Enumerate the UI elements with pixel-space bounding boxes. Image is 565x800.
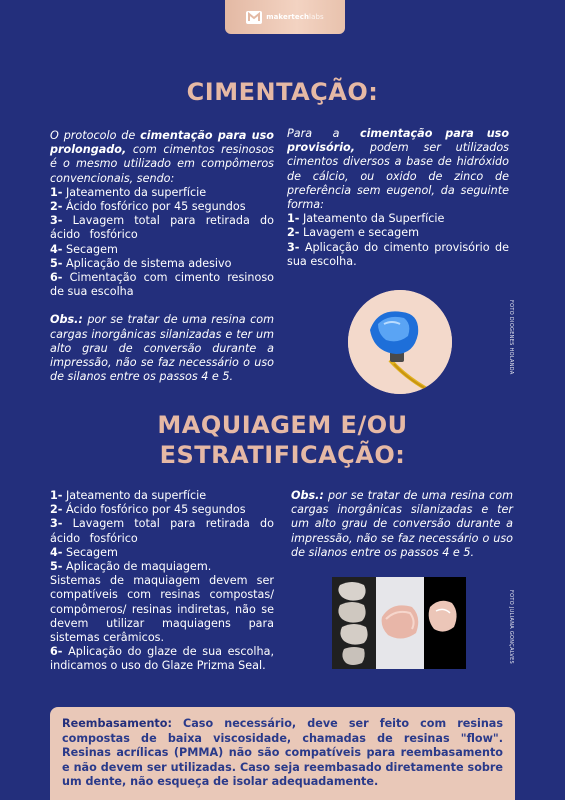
stratified-crowns-photo [332,577,466,669]
section-title-cimentacao: CIMENTAÇÃO: [186,78,379,106]
list-item: 2- Ácido fosfórico por 45 segundos [50,503,246,517]
list-item: 4- Secagem [50,545,118,559]
photo-credit: FOTO JULIANA GONÇALVES [508,590,514,665]
list-item: 3- Aplicação do cimento provisório de sua escolha. [287,240,509,268]
list-item: 2- Ácido fosfórico por 45 segundos [50,200,246,214]
maquiagem-steps-column [50,489,274,674]
obs-paragraph: Obs.: por se tratar de uma resina com cargas inorgânicas silanizadas e ter um alto grau de conversão durante a impressão, não se faz necessário o uso de silanos entre os passos 4 e 5. [50,313,274,384]
list-item: 2- Lavagem e secagem [287,226,420,240]
photo-credit: FOTO DIOGENES HOLANDA [508,300,514,375]
brand-name: makertechlabs [266,13,324,21]
list-item: 1- Jateamento da superfície [50,489,207,502]
maquiagem-obs-column [291,489,513,560]
intro-paragraph: Para a cimentação para uso provisório, podem ser utilizados cimentos diversos a base de hidróxido de cálcio, ou oxido de zinco de preferência sem eugenol, da seguinte forma: [287,127,509,212]
maquiagem-note: Sistemas de maquiagem devem ser compatíveis com resinas compostas/ compômeros/ resinas indiretas, não se devem utilizar maquiagens para sistemas cerâmicos. [50,574,274,645]
reembasamento-box [50,707,515,800]
list-item: 1- Jateamento da superfície [50,185,207,199]
cemented-crown-photo [348,290,452,394]
reembasamento-label: Reembasamento: [62,717,172,730]
list-item: 6- Cimentação com cimento resinoso de sua escolha [50,271,274,299]
cimentacao-provisorio-column [287,127,509,269]
reembasamento-text: Caso necessário, deve ser feito com resinas compostas de baixa viscosidade, chamadas de resinas "flow". Resinas acrílicas (PMMA) não são compatíveis para reembasamento e não devem ser utilizadas. Caso seja reembasado diretamente sobre um dente, não esqueça de isolar adequadamente. [62,717,503,789]
section-title-maquiagem: MAQUIAGEM E/OU ESTRATIFICAÇÃO: [157,411,408,469]
cimentacao-prolongado-column [50,129,274,384]
list-item: 3- Lavagem total para retirada do ácido fosfórico [50,214,274,242]
list-item: 4- Secagem [50,242,118,256]
list-item: 5- Aplicação de sistema adesivo [50,256,232,270]
brand-logo [225,0,345,34]
list-item: 6- Aplicação do glaze de sua escolha, indicamos o uso do Glaze Prizma Seal. [50,645,274,673]
obs-paragraph: Obs.: por se tratar de uma resina com cargas inorgânicas silanizadas e ter um alto grau de conversão durante a impressão, não se faz necessário o uso de silanos entre os passos 4 e 5. [291,489,513,559]
intro-paragraph: O protocolo de cimentação para uso prolongado, com cimentos resinosos é o mesmo utilizado em compômeros convencionais, sendo: [50,129,274,185]
makertech-logo-icon [246,11,262,24]
list-item: 3- Lavagem total para retirada do ácido fosfórico [50,517,274,545]
list-item: 5- Aplicação de maquiagem. [50,560,212,574]
list-item: 1- Jateamento da Superfície [287,212,445,226]
